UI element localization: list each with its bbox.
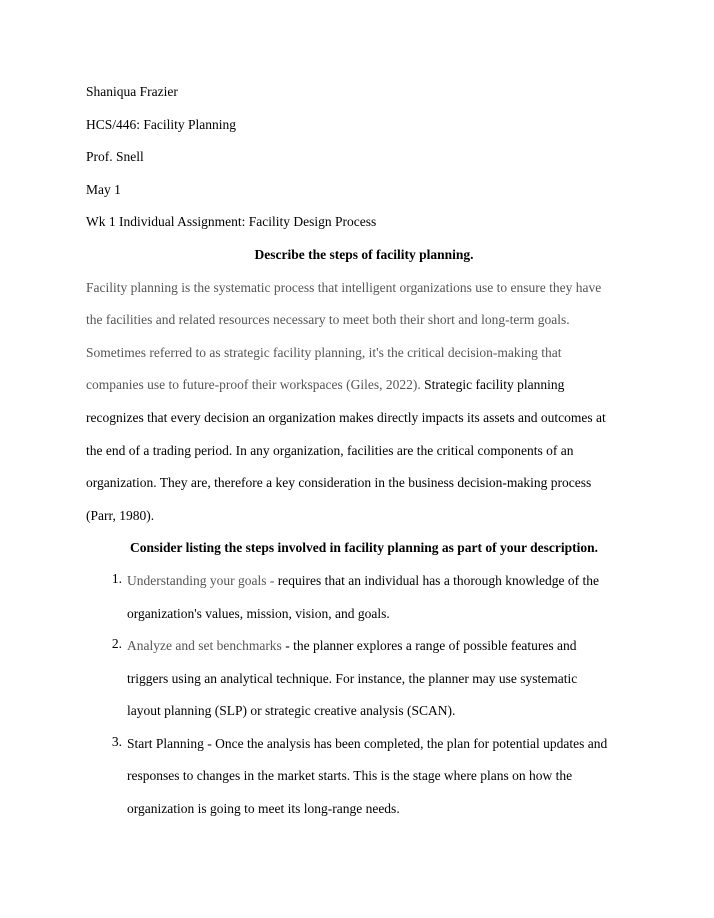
step-text: triggers using an analytical technique. For instance, the planner may use systematic <box>127 670 578 686</box>
step-text: organization is going to meet its long-range needs. <box>127 801 400 817</box>
step-text: organization's values, mission, vision, and goals. <box>127 605 390 621</box>
step-lead: Understanding your goals - <box>127 572 278 588</box>
citation-text: companies use to future-proof their workspaces (Giles, 2022). <box>86 377 421 393</box>
section-heading: Describe the steps of facility planning. <box>254 246 474 262</box>
paragraph-line: (Parr, 1980). <box>86 507 155 523</box>
professor-name: Prof. Snell <box>86 149 144 165</box>
paragraph-line: the facilities and related resources necessary to meet both their short and long-term goals. <box>86 312 570 328</box>
step-text: Start Planning - Once the analysis has been completed, the plan for potential updates and <box>127 735 608 751</box>
paragraph-line <box>86 375 642 408</box>
section-heading: Consider listing the steps involved in facility planning as part of your description. <box>130 540 598 556</box>
step-text: - the planner explores a range of possible features and <box>281 638 577 654</box>
step-text: responses to changes in the market starts. This is the stage where plans on how the <box>127 768 573 784</box>
paragraph-text: Strategic facility planning <box>424 377 565 393</box>
paragraph-line: Facility planning is the systematic process that intelligent organizations use to ensure they have <box>86 279 602 295</box>
list-item <box>86 734 642 832</box>
step-text: requires that an individual has a thorough knowledge of the <box>277 572 600 588</box>
paragraph-line: organization. They are, therefore a key consideration in the business decision-making process <box>86 475 592 491</box>
date: May 1 <box>86 181 121 197</box>
paragraph-line: the end of a trading period. In any organization, facilities are the critical components of an <box>86 442 574 458</box>
list-number: 3. <box>111 733 122 749</box>
step-lead: Analyze and set benchmarks <box>127 638 282 654</box>
list-item <box>86 636 642 734</box>
body-paragraph <box>86 278 642 539</box>
paragraph-line: recognizes that every decision an organization makes directly impacts its assets and outcomes at <box>86 409 606 425</box>
list-item <box>86 571 642 636</box>
paragraph-line: Sometimes referred to as strategic facility planning, it's the critical decision-making that <box>86 344 562 360</box>
step-text: layout planning (SLP) or strategic creative analysis (SCAN). <box>127 703 456 719</box>
list-number: 1. <box>111 570 122 586</box>
steps-list <box>86 571 642 832</box>
student-name: Shaniqua Frazier <box>86 84 178 99</box>
document-body <box>86 82 642 832</box>
assignment-title: Wk 1 Individual Assignment: Facility Design Process <box>86 214 377 230</box>
list-number: 2. <box>111 636 122 652</box>
course-name: HCS/446: Facility Planning <box>86 116 237 132</box>
